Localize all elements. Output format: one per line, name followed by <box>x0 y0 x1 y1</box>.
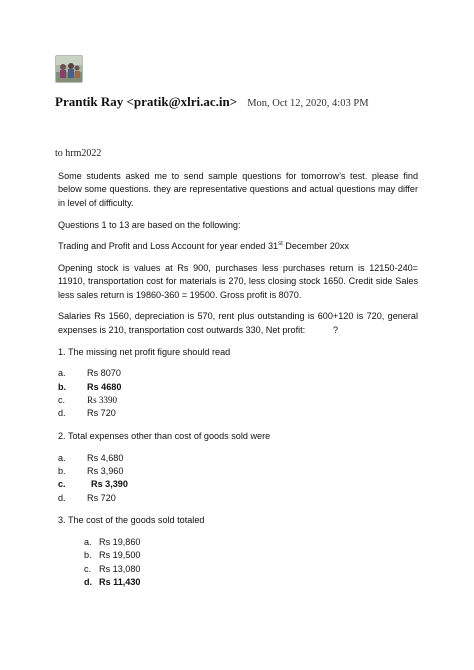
option-text: Rs 720 <box>87 408 116 419</box>
question-1 <box>58 346 418 421</box>
based-on-line: Questions 1 to 13 are based on the following: <box>58 219 241 230</box>
account-title-pre: Trading and Profit and Loss Account for year ended 31 <box>58 241 279 252</box>
salaries-text: Salaries Rs 1560, depreciation is 570, rent plus outstanding is 600+120 is 720, general expenses is 210, transportation cost outwards 330, Net profit: <box>58 311 418 335</box>
salaries-question-mark: ? <box>332 324 339 335</box>
recipient-line[interactable]: to hrm2022 <box>55 148 102 159</box>
option-letter: d. <box>58 408 66 419</box>
option-text: Rs 13,080 <box>99 563 141 574</box>
question-text: 2. Total expenses other than cost of goods sold were <box>58 430 271 441</box>
option-letter: a. <box>58 368 66 379</box>
option-text: Rs 8070 <box>87 368 121 379</box>
option-text: Rs 19,860 <box>99 536 141 547</box>
option-letter: a. <box>58 452 66 463</box>
option-item <box>58 381 418 394</box>
option-text-answer: Rs 4680 <box>87 381 122 392</box>
account-title-post: December 20xx <box>282 241 349 252</box>
option-letter: b. <box>58 465 66 476</box>
option-text: Rs 19,500 <box>99 550 141 561</box>
option-letter: c. <box>84 563 92 574</box>
option-text: Rs 3390 <box>87 395 118 406</box>
option-letter: b. <box>84 550 92 561</box>
option-item <box>58 536 418 549</box>
email-header <box>55 93 369 111</box>
option-text: Rs 4,680 <box>87 452 124 463</box>
question-2 <box>58 430 418 505</box>
option-item <box>58 465 418 478</box>
opening-stock-paragraph: Opening stock is values at Rs 900, purchases less purchases return is 12150-240= 11910, transportation cost for materials is 270, less closing stock 1650. Credit side Sales less sales return is 19860-360 = 19500. Gross profit is 8070. <box>58 262 418 300</box>
question-3 <box>58 514 418 589</box>
option-letter: d. <box>58 492 66 503</box>
option-item <box>58 492 418 505</box>
option-item <box>58 452 418 465</box>
option-text-answer: Rs 11,430 <box>99 576 141 587</box>
option-text-answer: Rs 3,390 <box>91 479 128 490</box>
account-title-sup: st <box>278 241 283 248</box>
question-text: 1. The missing net profit figure should read <box>58 346 231 357</box>
option-letter: c. <box>58 479 66 490</box>
sender-name[interactable]: Prantik Ray <pratik@xlri.ac.in> <box>55 94 238 109</box>
salaries-paragraph <box>58 310 418 337</box>
options-list <box>58 452 418 506</box>
option-item <box>58 549 418 562</box>
option-text: Rs 3,960 <box>87 465 124 476</box>
account-title <box>58 240 418 253</box>
avatar-photo-icon <box>56 56 82 82</box>
options-list <box>58 367 418 421</box>
option-item <box>58 367 418 380</box>
email-body <box>58 170 418 598</box>
email-date: Mon, Oct 12, 2020, 4:03 PM <box>247 98 369 109</box>
option-letter: a. <box>84 536 92 547</box>
option-item <box>58 407 418 420</box>
question-text: 3. The cost of the goods sold totaled <box>58 515 205 526</box>
intro-paragraph: Some students asked me to send sample questions for tomorrow’s test. please find below some questions. they are representative questions and actual questions may differ in level of difficulty. <box>58 171 418 208</box>
option-letter: d. <box>84 576 93 587</box>
options-list <box>58 536 418 590</box>
avatar[interactable] <box>55 55 83 83</box>
option-item <box>58 563 418 576</box>
option-letter: b. <box>58 381 67 392</box>
option-item <box>58 394 418 407</box>
option-text: Rs 720 <box>87 492 116 503</box>
option-letter: c. <box>58 395 66 406</box>
option-item <box>58 576 418 589</box>
option-item <box>58 478 418 491</box>
